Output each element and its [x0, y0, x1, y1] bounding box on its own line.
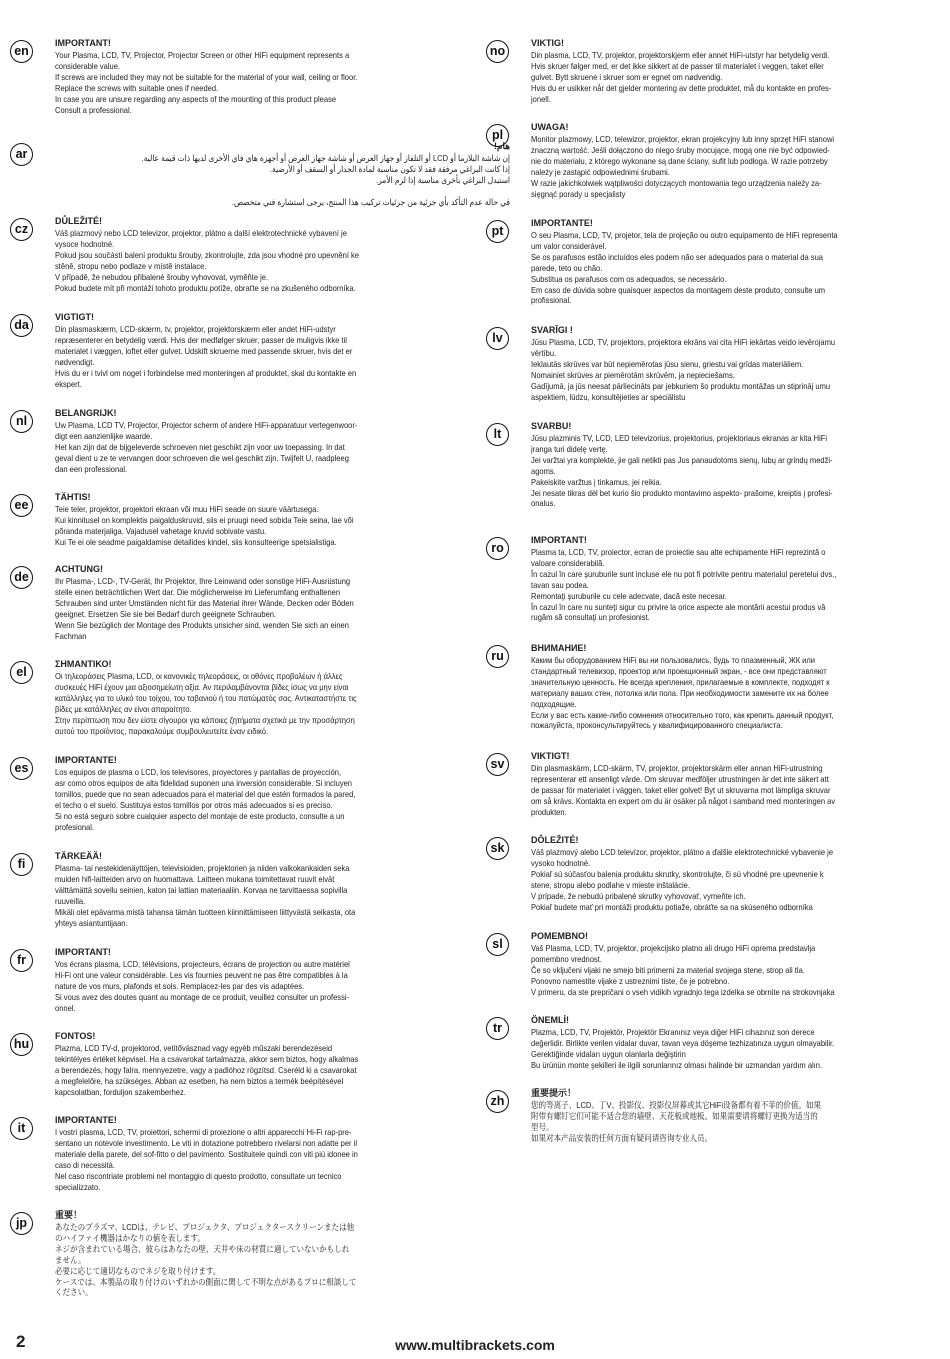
- section-title: ΣΗΜΑΝΤΙΚΟ!: [55, 659, 112, 669]
- section-title: IMPORTANTE!: [531, 218, 593, 228]
- body-line: dan een professional.: [55, 463, 128, 474]
- section-title: IMPORTANT!: [55, 947, 111, 957]
- body-line: Pokiaľ budete mať pri montáži produktu potiaže, obráťte sa na skúseného odborníka: [531, 901, 813, 912]
- body-line: Nomainiet skrūves ar piemērotām skrūvēm, ja nepieciešams.: [531, 369, 735, 380]
- section-lt: [486, 421, 950, 509]
- body-line: profissional.: [531, 295, 572, 306]
- section-no: [486, 38, 950, 105]
- body-line: agoms.: [531, 465, 556, 476]
- body-line: nødvendigt.: [55, 356, 95, 367]
- body-line: 附带有螺钉它们可能不适合您的墙壁、天花板或地板。如果需要请将螺钉更换为适当的: [531, 1110, 818, 1121]
- body-line: geval dient u ze te vervangen door schroeven die wel geschikt zijn. Twijfelt U, raadpleeg: [55, 452, 349, 463]
- body-line: tavan sau podea.: [531, 579, 589, 590]
- body-line: Monitor plazmowy, LCD, telewizor, projektor, ekran projekcyjny lub inny sprzęt HiFi stanowi: [531, 134, 835, 144]
- body-line: Plasma ta, LCD, TV, proiector, ecran de proiectie sau alte echipamente HiFi reprezintă o: [531, 547, 826, 557]
- body-line: materiale della parete, del sof-fitto o del pavimento. Sostituitele quindi con viti più idonee in: [55, 1148, 358, 1159]
- body-line: Ponovno namestite vijake z ustreznimi tiste, če je potrebno.: [531, 975, 730, 986]
- body-line: αυτού του προϊόντος, παρακαλούμε συμβουλευτείτε έναν ειδικό.: [55, 725, 269, 736]
- section-title: ACHTUNG!: [55, 564, 103, 574]
- section-ru: [486, 643, 950, 731]
- body-line: profesional.: [55, 821, 95, 832]
- language-badge-cz: cz: [10, 218, 33, 241]
- body-line: onalus.: [531, 498, 556, 509]
- section-title: 重要！: [55, 1210, 83, 1220]
- language-badge-fr: fr: [10, 949, 33, 972]
- body-line: kapcsolatban, forduljon szakemberhez.: [55, 1086, 186, 1097]
- body-line: ネジが含まれている場合、彼らはあなたの壁、天井や床の材質に適していないかもしれ: [55, 1243, 350, 1254]
- section-es: [10, 755, 510, 832]
- body-line: إذا كانت البراغي مرفقة فقد لا تكون مناسبة لمادة الجدار أو السقف أو الأرضية.: [269, 163, 510, 174]
- body-line: Если у вас есть какие-либо сомнения относительно того, как крепить данный продукт,: [531, 709, 834, 720]
- body-line: repræsenterer en betydelig værdi. Hvis der medfølger skruer, passer de muligvis ikke til: [55, 334, 347, 345]
- body-line: ケースでは、本製品の取り付けのいずれかの側面に関して不明な点があるプロに相談して: [55, 1276, 357, 1287]
- body-line: jonell.: [531, 93, 551, 104]
- body-line: rugăm să consultaţi un profesionist.: [531, 612, 650, 623]
- body-line: Pakeiskite varžtus į tinkamus, jei reikia.: [531, 476, 662, 487]
- section-title: 重要提示！: [531, 1088, 577, 1098]
- body-line: إن شاشة البلازما أو LCD أو التلفاز أو جهاز العرض أو شاشة جهاز العرض أو أجهزة هاي فاي الأخرى لديها ذات قيمة عالية.: [141, 153, 510, 163]
- body-line: tornillos, puede que no sean adecuados para el material del que estén formados la pared,: [55, 788, 356, 799]
- body-line: stene, stropu alebo podlahe v mieste inštalácie.: [531, 879, 690, 890]
- section-title: هام!: [493, 141, 510, 151]
- section-zh: [486, 1088, 950, 1144]
- body-line: În cazul în care nu sunteţi sigur cu privire la orice aspecte ale montării acestui produs vă: [531, 601, 826, 612]
- section-title: BELANGRIJK!: [55, 408, 117, 418]
- body-line: Substitua os parafusos com os adequados, se necessário.: [531, 273, 727, 284]
- body-line: Your Plasma, LCD, TV, Projector, Projector Screen or other HiFi equipment represents a: [55, 50, 350, 60]
- language-badge-en: en: [10, 40, 33, 63]
- body-line: κατάλληλες για το υλικό του τοίχου, του ταβανιού ή του πατώματός σας. Αντικαταστήστε τις: [55, 692, 357, 703]
- body-line: om så krävs. Kontakta en expert om du är osäker på något i samband med monteringen av: [531, 795, 836, 806]
- body-line: Στην περίπτωση που δεν είστε σίγουροι για κάποιες ζητήματα σχετικά με την προσάρτηση: [55, 714, 355, 725]
- body-line: 您的等离子、LCD、丁V、投影仪、投影仪屏幕或其它HiFi设备都有着不菲的价值。如果: [531, 1100, 822, 1110]
- body-line: tekintélyes értéket képvisel. Ha a csavarokat tartalmazza, akkor sem biztos, hogy alkalmas: [55, 1053, 359, 1064]
- page-number: 2: [16, 1332, 26, 1351]
- section-it: [10, 1115, 510, 1192]
- section-title: DÔLEŽITÉ!: [531, 835, 579, 845]
- body-line: Replace the screws with suitable ones if needed.: [55, 82, 219, 93]
- section-title: ВНИМАНИЕ!: [531, 643, 587, 653]
- body-line: O seu Plasma, LCD, TV, projetor, tela de projeção ou outro equipamento de HiFi representa: [531, 230, 838, 240]
- body-line: materialet i væggen, loftet eller gulvet. Udskift skruerne med passende skruer, hvis det er: [55, 345, 353, 356]
- language-badge-es: es: [10, 757, 33, 780]
- body-line: nie do materiału, z którego wykonane są dane ściany, sufit lub podłoga. W razie potrzeby: [531, 155, 828, 166]
- body-line: Ihr Plasma-, LCD-, TV-Gerät, Ihr Projektor, Ihre Leinwand oder sonstige HiFi-Ausrüstung: [55, 576, 351, 586]
- body-line: V primeru, da ste prepričani o vseh vidikih vgradnjo tega izdelka se obrnite na strokovnjaka: [531, 986, 835, 997]
- body-line: Het kan zijn dat de bijgeleverde schroeven niet geschikt zijn voor uw toepassing. In dat: [55, 441, 345, 452]
- body-line: Kui Te ei ole seadme paigaldamise detailides kindel, siis konsulteerige spetsialistiga.: [55, 536, 337, 547]
- language-badge-pl: pl: [486, 124, 509, 147]
- body-line: Se os parafusos estão incluídos eles podem não ser adequados para o material da sua: [531, 251, 823, 262]
- body-line: материалу ваших стен, потолка или пола. При необходимости замените их на более: [531, 687, 829, 698]
- language-badge-nl: nl: [10, 410, 33, 433]
- section-title: TÄRKEÄÄ!: [55, 851, 102, 861]
- body-line: ません。: [55, 1254, 86, 1265]
- language-badge-ro: ro: [486, 537, 509, 560]
- body-line: välttämättä sovellu seinien, katon tai lattian materiaaliin. Korvaa ne tarvittaessa sopivilla: [55, 884, 348, 895]
- body-line: stěně, stropu nebo podlaze v místě instalace.: [55, 260, 207, 271]
- section-cz: [10, 216, 510, 293]
- footer-url: www.multibrackets.com: [395, 1337, 555, 1353]
- body-line: Pokiaľ sú súčasťou balenia produktu skrutky, skontrolujte, či sú vhodné pre upevnenie k: [531, 868, 824, 879]
- body-line: Din plasmaskærm, LCD-skærm, tv, projektor, projektorskærm eller andet HiFi-udstyr: [55, 324, 336, 334]
- body-line: vērtību.: [531, 347, 557, 358]
- body-line: Váš plazmový nebo LCD televizor, projektor, plátno a další elektrotechnické vybavení je: [55, 228, 347, 238]
- body-line: Jei nesate tikras dėl bet kurio šio produkto montavimo aspekto- prašome, kreiptis į profesi-: [531, 487, 833, 498]
- body-line: συσκευές HiFi έχουν μια αξιοσημείωτη αξία. Αν περιλαμβάνονται βίδες ίσως να μην είναι: [55, 681, 349, 692]
- body-line: Ieklautās skrūves var būt nepiemērotas jūsu sienu, griestu vai grīdas materiāliem.: [531, 358, 804, 369]
- body-line: Hvis du er i tvivl om noget i forbindelse med monteringen af produktet, skal du kontakte en: [55, 367, 357, 378]
- body-line: Hvis skruer følger med, er det ikke sikkert at de passer til materialet i veggen, taket eller: [531, 60, 824, 71]
- body-line: стандартный телевизор, проектор или проекционный экран, - все они представляют: [531, 665, 827, 676]
- body-line: Váš plazmový alebo LCD televízor, projektor, plátno a ďalšie elektrotechnické vybavenie je: [531, 847, 834, 857]
- body-line: 如果对本产品安装的任何方面有疑问请咨询专业人员。: [531, 1132, 713, 1143]
- body-line: のハイファイ機器はかなりの値を表します。: [55, 1232, 205, 1243]
- section-title: IMPORTANTE!: [55, 755, 117, 765]
- body-line: pomembno vrednost.: [531, 953, 602, 964]
- body-line: Si no está seguro sobre cualquier aspecto del montaje de este producto, consulte a un: [55, 810, 345, 821]
- body-line: значительную ценность. Не всегда крепления, прилагаемые в комплекте, подходят к: [531, 676, 830, 687]
- body-line: digt een aanzienlijke waarde.: [55, 430, 153, 441]
- body-line: Em caso de dúvida sobre quaisquer aspectos da montagem deste produto, consulte um: [531, 284, 826, 295]
- body-line: Consult a professional.: [55, 104, 132, 115]
- body-line: Gerektiğinde vidaları uygun olanlarla değiştirin: [531, 1048, 686, 1059]
- section-sv: [486, 751, 950, 818]
- body-line: um valor considerável.: [531, 240, 607, 251]
- section-title: POMEMBNO!: [531, 931, 588, 941]
- section-ee: [10, 492, 510, 548]
- body-line: пожалуйста, проконсультируйтесь у квалифицированного специалиста.: [531, 720, 783, 731]
- body-line: põranda materjaliga. Vajadusel vahetage kruvid sobivate vastu.: [55, 525, 267, 536]
- section-jp: [10, 1210, 510, 1298]
- language-badge-lt: lt: [486, 423, 509, 446]
- body-line: vysoko hodnotné.: [531, 857, 591, 868]
- body-line: 必要に応じて適切なものでネジを取り付けます。: [55, 1265, 221, 1276]
- body-line: Hi-Fi ont une valeur considérable. Les vis fournies peuvent ne pas être compatibles à la: [55, 969, 348, 980]
- body-line: If screws are included they may not be suitable for the material of your wall, ceiling or floor.: [55, 71, 358, 82]
- body-line: подходящие.: [531, 698, 577, 709]
- language-badge-de: de: [10, 566, 33, 589]
- body-line: 型号。: [531, 1121, 554, 1132]
- body-line: įranga turi didelę vertę.: [531, 443, 608, 454]
- section-tr: [486, 1015, 950, 1071]
- language-badge-sk: sk: [486, 837, 509, 860]
- body-line: Fachman: [55, 630, 87, 641]
- body-line: muiden hifi-laitteiden arvo on huomattava. Laitteen mukana toimitettavat ruuvit eivät: [55, 873, 335, 884]
- language-badge-it: it: [10, 1117, 33, 1140]
- body-line: ekspert.: [55, 378, 82, 389]
- body-line: Kui kinnitusel on komplektis paigalduskruvid, siis ei pruugi need sobida Teie seina, lae või: [55, 514, 354, 525]
- language-badge-jp: jp: [10, 1212, 33, 1235]
- body-line: geeignet. Ersetzen Sie sie bei Bedarf durch geeignete Schrauben.: [55, 608, 277, 619]
- body-line: nature de vos murs, plafonds et sols. Remplacez-les par des vis adaptées.: [55, 980, 305, 991]
- body-line: znaczną wartość. Jeśli dołączono do niego śruby mocujące, mogą one nie być odpowied-: [531, 144, 830, 155]
- section-title: UWAGA!: [531, 122, 569, 132]
- body-line: Los equipos de plasma o LCD, los televisores, proyectores y pantallas de proyección,: [55, 767, 342, 777]
- body-line: gulvet. Bytt skruene i skruer som er egnet om nødvendig.: [531, 71, 723, 82]
- section-ar: [10, 141, 510, 208]
- body-line: değerlidir. Birlikte verilen vidalar duvar, tavan veya döşeme tezhizatınıza uygun olmayabilir.: [531, 1037, 835, 1048]
- section-en: [10, 38, 510, 115]
- body-line: Pokud jsou součástí balení produktu šrouby, zkontrolujte, zda jsou vhodné pro upevnění ke: [55, 249, 359, 260]
- body-line: Schrauben sind unter Umständen nicht für das Material ihrer Wände, Decken oder Böden: [55, 597, 354, 608]
- body-line: representerar ett ansenligt värde. Om skruvar medföljer utrustningen är det inte säkert att: [531, 773, 829, 784]
- language-badge-da: da: [10, 314, 33, 337]
- body-line: Jūsu Plasma, LCD, TV, projektors, projektora ekrāns vai cita HiFi iekārtas veido ievērojamu: [531, 337, 836, 347]
- section-nl: [10, 408, 510, 475]
- body-line: de passar för materialet i väggen, taket eller golvet! Byt ut skruvarna mot lämpliga skruvar: [531, 784, 831, 795]
- body-line: Plazma, LCD TV-d, projektorod, vetítővásznad vagy egyéb műszaki berendezéseid: [55, 1043, 333, 1053]
- body-line: [100, 186, 510, 197]
- body-line: valoare considerabilă.: [531, 557, 605, 568]
- language-badge-tr: tr: [486, 1017, 509, 1040]
- section-title: IMPORTANT!: [55, 38, 111, 48]
- body-line: yhteys asiantuntijaan.: [55, 917, 128, 928]
- language-badge-hu: hu: [10, 1033, 33, 1056]
- section-title: SVARBU!: [531, 421, 572, 431]
- body-line: należy je zastąpić odpowiednimi śrubami.: [531, 166, 670, 177]
- section-title: SVARĪGI !: [531, 325, 573, 335]
- section-el: [10, 659, 510, 736]
- language-badge-sl: sl: [486, 933, 509, 956]
- language-badge-pt: pt: [486, 220, 509, 243]
- body-line: في حالة عدم التأكد بأي جزئية من جزئيات تركيب هذا المنتج، يرجى استشارة فني متخصص.: [231, 196, 510, 207]
- body-line: produkten.: [531, 806, 567, 817]
- section-title: IMPORTANT!: [531, 535, 587, 545]
- section-pt: [486, 218, 950, 306]
- body-line: Uw Plasma, LCD TV, Projector, Projector scherm of andere HiFi-apparatuur vertegenwoor-: [55, 420, 358, 430]
- section-title: IMPORTANTE!: [55, 1115, 117, 1125]
- body-line: sentano un notevole investimento. Le viti in dotazione potrebbero rivelarsi non adatte per il: [55, 1137, 358, 1148]
- body-line: βίδες με κατάλληλες αν είναι απαραίτητο.: [55, 703, 192, 714]
- body-line: considerable value.: [55, 60, 121, 71]
- language-badge-sv: sv: [486, 753, 509, 776]
- body-line: Din plasmaskärm, LCD-skärm, TV, projektor, projektorskärm eller annan HiFi-utrustning: [531, 763, 823, 773]
- section-title: VIKTIG!: [531, 38, 564, 48]
- body-line: Nel caso riscontriate problemi nel montaggio di questo prodotto, consultate un tecnico: [55, 1170, 342, 1181]
- body-line: sięgnąć porady u specjalisty: [531, 188, 626, 199]
- body-line: specializzato.: [55, 1181, 101, 1192]
- section-title: TÄHTIS!: [55, 492, 91, 502]
- body-line: Plasma- tai nestekidenäyttöjen, televisioiden, projektorien ja niiden valkokankaiden seka: [55, 863, 350, 873]
- body-line: Gadījumā, ja jūs neesat pārliecināts par jebkuriem šo produktu montāžas un stiprināj umu: [531, 380, 831, 391]
- body-line: V prípade, že nebudú pribalené skrutky vyhovovať, vymeňte ich.: [531, 890, 746, 901]
- body-line: Jūsu plazminis TV, LCD, LED televizorius, projektorius, projektoriaus ekranas ar kita HiFi: [531, 433, 828, 443]
- body-line: ください。: [55, 1287, 93, 1298]
- body-line: asr como otros equipos de alta fidelidad suponen una inversión considerable. Si incluyen: [55, 777, 352, 788]
- body-line: Bu ürünün monte şekilleri ile ilgili sorunlarınız olması halinde bir uzmandan yardım alın.: [531, 1059, 823, 1070]
- body-line: el techo o el suelo. Sustituya estos tornillos por otros más adecuados si es preciso.: [55, 799, 333, 810]
- section-title: VIGTIGT!: [55, 312, 94, 322]
- body-line: Vaš Plasma, LCD, TV, projektor, projekcijsko platno ali drugo HiFi oprema predstavlja: [531, 943, 816, 953]
- body-line: Hvis du er usikker når det gjelder montering av dette produktet, må du kontakte en profes-: [531, 82, 832, 93]
- body-line: Remontaţi şuruburile cu cele adecvate, dacă este necesar.: [531, 590, 727, 601]
- body-line: In case you are unsure regarding any aspects of the mounting of this product please: [55, 93, 337, 104]
- body-line: Pokud budete mít při montáži tohoto produktu potíže, obraťte se na zkušeného odborníka.: [55, 282, 356, 293]
- body-line: Si vous avez des doutes quant au montage de ce produit, veuillez consulter un professi-: [55, 991, 350, 1002]
- body-line: aspektiem, lūdzu, konsultējieties ar speciālistu: [531, 391, 686, 402]
- body-line: Če so vključeni vijaki ne smejo biti primerni za material svojega stene, strop ali tla.: [531, 964, 805, 975]
- body-line: Οι τηλεοράσεις Plasma, LCD, οι κανονικές τηλεοράσεις, οι οθόνες προβολέων ή άλλες: [55, 671, 343, 681]
- body-line: În cazul în care şuruburile sunt incluse ele nu pot fi potrivite pentru materialul peretelui dvs.,: [531, 568, 837, 579]
- language-badge-fi: fi: [10, 853, 33, 876]
- section-fi: [10, 851, 510, 928]
- section-lv: [486, 325, 950, 402]
- section-title: FONTOS!: [55, 1031, 96, 1041]
- section-fr: [10, 947, 510, 1014]
- body-line: a berendezés, hogy falra, mennyezetre, vagy a padlóhoz rögzítsd. Cseréld ki a csavarokat: [55, 1064, 357, 1075]
- body-line: استبدل البراغي بأخرى مناسبة إذا لزم الأمر.: [376, 174, 510, 185]
- section-de: [10, 564, 510, 641]
- section-ro: [486, 535, 950, 623]
- body-line: Din plasma, LCD, TV, projektor, projektorskjerm eller annet HiFi-utstyr har betydelig verdi.: [531, 50, 830, 60]
- body-line: Plazma, LCD, TV, Projektör, Projektör Ekranınız veya diğer HiFi cihazınız son derece: [531, 1027, 815, 1037]
- language-badge-no: no: [486, 40, 509, 63]
- body-line: I vostri plasma, LCD, TV, proiettori, schermi di proiezione o altri apparecchi Hi-Fi rap-pre-: [55, 1127, 352, 1137]
- section-hu: [10, 1031, 510, 1098]
- body-line: parede, teto ou chão.: [531, 262, 603, 273]
- language-badge-ru: ru: [486, 645, 509, 668]
- body-line: Mikäli olet epävarma mistä tahansa tämän tuotteen kiinnittämiseen liittyvästä seikasta, ota: [55, 906, 356, 917]
- body-line: Teie teler, projektor, projektori ekraan või muu HiFi seade on suure väärtusega.: [55, 504, 319, 514]
- body-line: Каким бы оборудованием HiFi вы ни пользовались, будь то плазменный, ЖК или: [531, 655, 816, 665]
- language-badge-lv: lv: [486, 327, 509, 350]
- section-title: DŮLEŽITÉ!: [55, 216, 102, 226]
- body-line: ruuveilla.: [55, 895, 86, 906]
- section-da: [10, 312, 510, 389]
- body-line: vysoce hodnotné.: [55, 238, 115, 249]
- body-line: W razie jakichkolwiek wątpliwości dotyczących montowania tego urządzenia należy za-: [531, 177, 822, 188]
- body-line: a megfelelőre, ha szükséges. Abban az esetben, ha nem biztos a termék beépítésével: [55, 1075, 344, 1086]
- section-sk: [486, 835, 950, 912]
- language-badge-zh: zh: [486, 1090, 509, 1113]
- body-line: あなたのプラズマ、LCDは、テレビ、プロジェクタ、プロジェクタースクリーンまたは他: [55, 1222, 355, 1232]
- section-title: ÖNEMLİ!: [531, 1015, 569, 1025]
- body-line: caso di necessità.: [55, 1159, 115, 1170]
- language-badge-el: el: [10, 661, 33, 684]
- body-line: onnel.: [55, 1002, 76, 1013]
- body-line: Wenn Sie bezüglich der Montage des Produkts unsicher sind, wenden Sie sich an einen: [55, 619, 349, 630]
- body-line: V případě, že nebudou přibalené šrouby vyhovovat, vyměňte je.: [55, 271, 269, 282]
- section-sl: [486, 931, 950, 998]
- language-badge-ee: ee: [10, 494, 33, 517]
- language-badge-ar: ar: [10, 143, 33, 166]
- body-line: stelle einen beträchtlichen Wert dar. Die möglicherweise im Lieferumfang enthaltenen: [55, 586, 341, 597]
- section-title: VIKTIGT!: [531, 751, 570, 761]
- body-line: Jei varžtai yra komplekte, jie gali netikti pas Jus panaudotoms sienų, lubų ar grindų medži-: [531, 454, 833, 465]
- section-pl: [486, 122, 950, 199]
- body-line: Vos écrans plasma, LCD, télévisions, projecteurs, écrans de projection ou autre matériel: [55, 959, 350, 969]
